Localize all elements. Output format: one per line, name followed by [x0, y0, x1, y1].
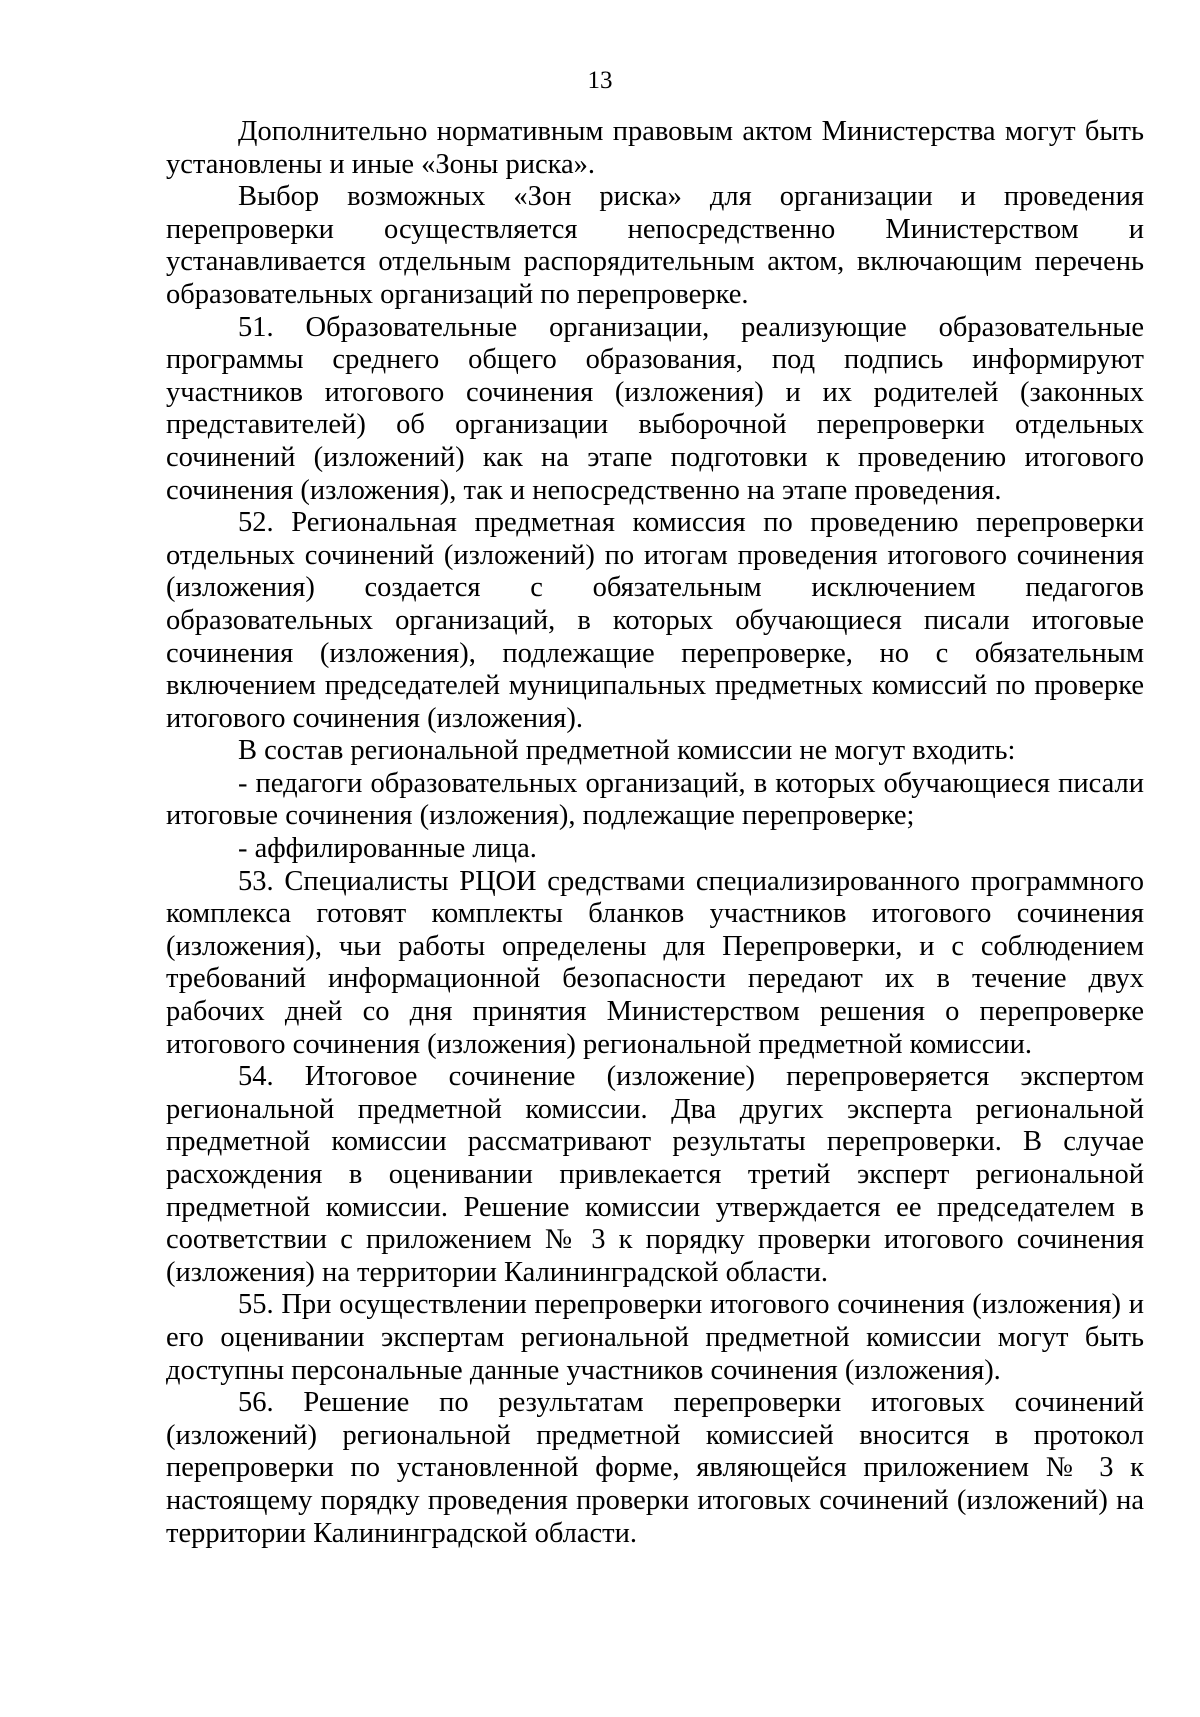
paragraph-additional-risk-zones: Дополнительно нормативным правовым актом Министерства могут быть установлены и иные «Зоны риска».	[166, 116, 1144, 180]
page-number: 13	[587, 67, 613, 94]
paragraph-clause-55: 55. При осуществлении перепроверки итогового сочинения (изложения) и его оценивании экспертам региональной предметной комиссии могут быть доступны персональные данные участников сочинения (изложения).	[166, 1289, 1144, 1386]
document-body	[166, 116, 1144, 1550]
paragraph-clause-51: 51. Образовательные организации, реализующие образовательные программы среднего общего образования, под подпись информируют участников итогового сочинения (изложения) и их родителей (законных представителей) об организации выборочной перепроверки отдельных сочинений (изложений) как на этапе подготовки к проведению итогового сочинения (изложения), так и непосредственно на этапе проведения.	[166, 311, 1144, 506]
paragraph-clause-56: 56. Решение по результатам перепроверки итоговых сочинений (изложений) региональной предметной комиссией вносится в протокол перепроверки по установленной форме, являющейся приложением № 3 к настоящему порядку проведения проверки итоговых сочинений (изложений) на территории Калининградской области.	[166, 1387, 1144, 1549]
paragraph-commission-composition: В состав региональной предметной комиссии не могут входить:	[238, 735, 1016, 767]
paragraph-clause-52: 52. Региональная предметная комиссия по проведению перепроверки отдельных сочинений (изложений) по итогам проведения итогового сочинения (изложения) создается с обязательным исключением педагогов образовательных организаций, в которых обучающиеся писали итоговые сочинения (изложения), подлежащие перепроверке, но с обязательным включением председателей муниципальных предметных комиссий по проверке итогового сочинения (изложения).	[166, 507, 1144, 734]
list-item-affiliated-persons: - аффилированные лица.	[238, 833, 537, 865]
paragraph-clause-54: 54. Итоговое сочинение (изложение) перепроверяется экспертом региональной предметной комиссии. Два других эксперта региональной предметной комиссии рассматривают результаты перепроверки. В случае расхождения в оценивании привлекается третий эксперт региональной предметной комиссии. Решение комиссии утверждается ее председателем в соответствии с приложением № 3 к порядку проверки итогового сочинения (изложения) на территории Калининградской области.	[166, 1061, 1144, 1288]
paragraph-clause-53: 53. Специалисты РЦОИ средствами специализированного программного комплекса готовят комплекты бланков участников итогового сочинения (изложения), чьи работы определены для Перепроверки, и с соблюдением требований информационной безопасности передают их в течение двух рабочих дней со дня принятия Министерством решения о перепроверке итогового сочинения (изложения) региональной предметной комиссии.	[166, 865, 1144, 1060]
list-item-teachers: - педагоги образовательных организаций, в которых обучающиеся писали итоговые сочинения (изложения), подлежащие перепроверке;	[166, 767, 1144, 832]
paragraph-risk-zone-selection: Выбор возможных «Зон риска» для организации и проведения перепроверки осуществляется непосредственно Министерством и устанавливается отдельным распорядительным актом, включающим перечень образовательных организаций по перепроверке.	[166, 181, 1144, 310]
